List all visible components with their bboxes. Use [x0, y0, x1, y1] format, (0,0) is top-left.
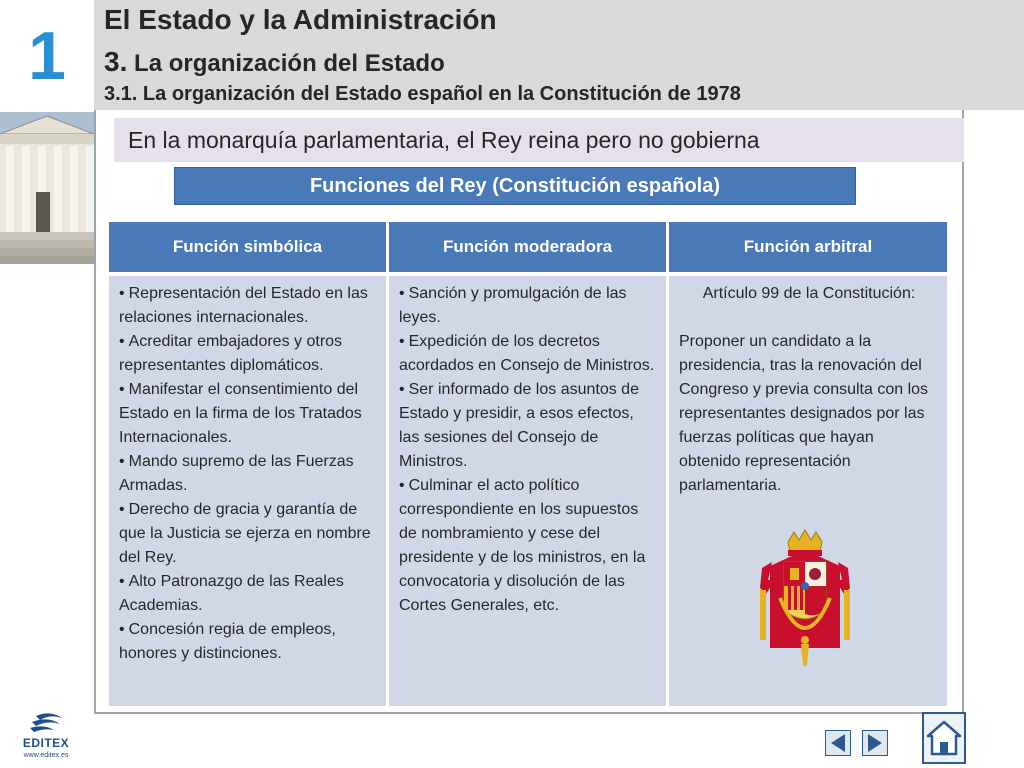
list-item: • Mando supremo de las Fuerzas Armadas. — [119, 450, 378, 498]
subtitle-text: En la monarquía parlamentaria, el Rey reina pero no gobierna — [128, 126, 760, 153]
building-photo — [0, 112, 94, 264]
triangle-left-icon — [826, 731, 850, 755]
logo-url: www.editex.es — [23, 752, 69, 759]
chapter-title: El Estado y la Administración — [104, 4, 497, 35]
home-button[interactable] — [922, 712, 966, 764]
header-simbolica: Función simbólica — [109, 222, 386, 272]
previous-button[interactable] — [825, 730, 851, 756]
subtitle-bar — [114, 118, 964, 162]
list-item: • Concesión regia de empleos, honores y distinciones. — [119, 618, 378, 666]
chapter-number: 1 — [28, 18, 66, 94]
header — [94, 0, 1024, 110]
coat-of-arms-icon — [752, 528, 858, 678]
list-item: • Acreditar embajadores y otros representantes diplomáticos. — [119, 330, 378, 378]
header-moderadora: Función moderadora — [389, 222, 666, 272]
list-item: • Representación del Estado en las relaciones internacionales. — [119, 282, 378, 330]
section-title-text: La organización del Estado — [134, 50, 445, 77]
cell-moderadora — [389, 276, 666, 706]
home-icon — [924, 714, 964, 762]
arbitral-heading: Artículo 99 de la Constitución: — [702, 285, 916, 302]
functions-title-text: Funciones del Rey (Constitución española) — [309, 174, 721, 197]
list-item: • Derecho de gracia y garantía de que la Justicia se ejerza en nombre del Rey. — [119, 498, 378, 570]
list-item: • Sanción y promulgación de las leyes. — [399, 282, 658, 330]
section-number: 3. — [104, 46, 128, 77]
list-item: • Alto Patronazgo de las Reales Academias. — [119, 570, 378, 618]
list-item: • Manifestar el consentimiento del Estado en la firma de los Tratados Internacionales. — [119, 378, 378, 450]
arbitral-text: Proponer un candidato a la presidencia, tras la renovación del Congreso y previa consulta con los representantes designados por las fuerzas políticas que hayan obtenido representación parlamentaria. — [679, 333, 929, 494]
logo-name: EDITEX — [22, 736, 70, 750]
functions-title — [174, 167, 856, 205]
header-arbitral: Función arbitral — [669, 222, 947, 272]
list-item: • Expedición de los decretos acordados en Consejo de Ministros. — [399, 330, 658, 378]
section-title — [104, 46, 445, 78]
subsection-title: 3.1. La organización del Estado español en la Constitución de 1978 — [104, 83, 741, 105]
next-button[interactable] — [862, 730, 888, 756]
triangle-right-icon — [863, 731, 887, 755]
list-item: • Ser informado de los asuntos de Estado y presidir, a esos efectos, las sesiones del Consejo de Ministros. — [399, 378, 658, 474]
list-item: • Culminar el acto político correspondiente en los supuestos de nombramiento y cese del presidente y de los ministros, en la convocatoria y disolución de las Cortes Generales, etc. — [399, 474, 658, 618]
cell-simbolica — [109, 276, 386, 706]
